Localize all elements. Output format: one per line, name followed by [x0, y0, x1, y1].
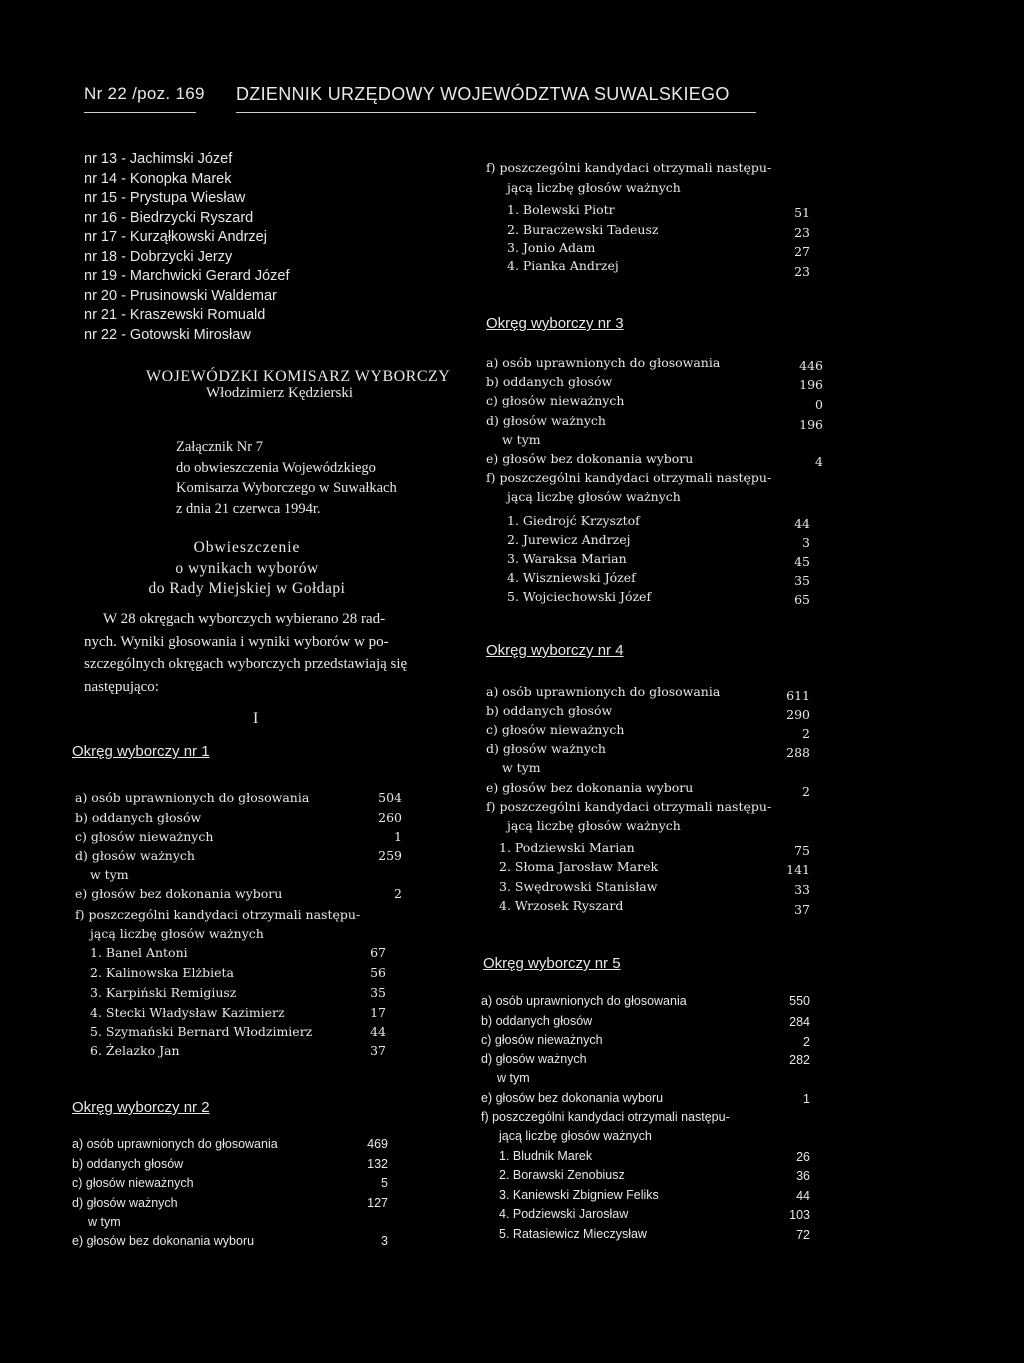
stat-row: a) osób uprawnionych do głosowania — [486, 355, 721, 370]
candidate-row: 4. Wiszniewski Józef — [507, 570, 636, 585]
candidate-row: 1. Giedrojć Krzysztof — [507, 513, 640, 528]
stat-row: b) oddanych głosów — [486, 703, 613, 718]
candidate-row: 3. Swędrowski Stanisław — [499, 879, 658, 894]
list-item: nr 16 - Biedrzycki Ryszard — [84, 209, 254, 226]
candidate-votes: 45 — [794, 554, 810, 569]
stat-row: d) głosów ważnych — [72, 1196, 178, 1210]
candidate-votes: 72 — [796, 1228, 810, 1242]
notice-line: Obwieszczenie — [193, 539, 301, 556]
candidate-votes: 103 — [789, 1208, 810, 1222]
stat-value: 550 — [789, 994, 810, 1008]
journal-title: DZIENNIK URZĘDOWY WOJEWÓDZTWA SUWALSKIEGO — [236, 84, 730, 104]
stat-row: c) głosów nieważnych — [72, 1176, 194, 1190]
candidate-row: 4. Stecki Władysław Kazimierz — [90, 1005, 285, 1020]
candidate-row: 3. Waraksa Marian — [507, 551, 627, 566]
stat-value: 2 — [803, 1035, 810, 1049]
stat-row: e) głosów bez dokonania wyboru — [72, 1234, 255, 1248]
stat-value: 2 — [394, 886, 402, 901]
stat-value: 282 — [789, 1053, 810, 1067]
intro-paragraph — [84, 608, 407, 698]
stat-row: f) poszczególni kandydaci otrzymali następu- — [486, 160, 772, 175]
list-item: nr 13 - Jachimski Józef — [84, 151, 233, 167]
candidate-row: 1. Podziewski Marian — [499, 840, 635, 855]
stat-value: 284 — [789, 1015, 810, 1029]
stat-row: e) głosów bez dokonania wyboru — [75, 886, 283, 901]
candidate-row: 5. Wojciechowski Józef — [507, 589, 652, 604]
stat-row: jącą liczbę głosów ważnych — [90, 926, 264, 941]
attachment-note — [176, 437, 397, 519]
page-reference: Nr 22 /poz. 169 — [84, 84, 205, 103]
candidate-votes: 65 — [794, 592, 810, 607]
stat-value: 2 — [802, 784, 810, 799]
commissioner-title: WOJEWÓDZKI KOMISARZ WYBORCZY — [146, 368, 451, 385]
stat-row: d) głosów ważnych — [486, 413, 606, 428]
list-item: nr 15 - Prystupa Wiesław — [84, 190, 246, 206]
candidate-row: 5. Ratasiewicz Mieczysław — [499, 1227, 647, 1241]
candidate-votes: 44 — [794, 516, 810, 531]
candidate-row: 2. Buraczewski Tadeusz — [507, 222, 659, 237]
stat-row: w tym — [90, 867, 129, 882]
attachment-line: Załącznik Nr 7 — [176, 439, 263, 455]
attachment-line: Komisarza Wyborczego w Suwałkach — [176, 480, 397, 496]
candidate-votes: 67 — [370, 945, 386, 960]
stat-row: f) poszczególni kandydaci otrzymali następu- — [481, 1110, 730, 1124]
stat-value: 259 — [378, 848, 402, 863]
candidate-votes: 35 — [794, 573, 810, 588]
list-item: nr 18 - Dobrzycki Jerzy — [84, 248, 233, 265]
intro-line: W 28 okręgach wyborczych wybierano 28 rad- — [103, 611, 386, 627]
candidate-votes: 36 — [796, 1169, 810, 1183]
intro-line: następująco: — [84, 678, 159, 695]
stat-row: e) głosów bez dokonania wyboru — [486, 780, 694, 795]
candidate-votes: 141 — [786, 862, 810, 877]
commissioner-name: Włodzimierz Kędzierski — [206, 385, 354, 401]
stat-row: c) głosów nieważnych — [486, 722, 625, 737]
stat-row: w tym — [88, 1215, 121, 1229]
notice-heading — [0, 538, 440, 600]
stat-value: 504 — [378, 790, 402, 805]
section-roman-numeral: I — [253, 710, 259, 727]
stat-row: c) głosów nieważnych — [486, 393, 625, 408]
candidate-row: 2. Kalinowska Elżbieta — [90, 965, 234, 980]
candidate-votes: 35 — [370, 985, 386, 1000]
header-rule — [84, 112, 196, 113]
candidate-row: 3. Kaniewski Zbigniew Feliks — [499, 1188, 659, 1202]
stat-value: 196 — [799, 417, 823, 432]
list-item: nr 19 - Marchwicki Gerard Józef — [84, 268, 290, 284]
stat-row: jącą liczbę głosów ważnych — [507, 489, 681, 504]
stat-value: 611 — [786, 688, 810, 703]
candidate-votes: 33 — [794, 882, 810, 897]
candidate-votes: 37 — [370, 1043, 386, 1058]
stat-row: f) poszczególni kandydaci otrzymali następu- — [486, 799, 772, 814]
candidate-row: 6. Żelazko Jan — [90, 1043, 180, 1058]
district-5-title: Okręg wyborczy nr 5 — [483, 955, 621, 972]
stat-row: a) osób uprawnionych do głosowania — [72, 1137, 278, 1151]
intro-line: nych. Wyniki głosowania i wyniki wyborów w po- — [84, 633, 389, 650]
stat-row: b) oddanych głosów — [72, 1157, 184, 1171]
stat-row: b) oddanych głosów — [75, 810, 202, 825]
intro-line: szczególnych okręgach wyborczych przedstawiają się — [84, 656, 408, 672]
stat-row: b) oddanych głosów — [486, 374, 613, 389]
councillor-name-list — [84, 150, 289, 345]
stat-row: f) poszczególni kandydaci otrzymali następu- — [75, 907, 361, 922]
stat-value: 0 — [815, 397, 823, 412]
stat-row: a) osób uprawnionych do głosowania — [481, 994, 687, 1008]
stat-row: jącą liczbę głosów ważnych — [507, 180, 681, 195]
candidate-votes: 51 — [794, 205, 810, 220]
stat-value: 446 — [799, 358, 823, 373]
stat-row: d) głosów ważnych — [481, 1052, 587, 1066]
candidate-row: 2. Borawski Zenobiusz — [499, 1168, 625, 1182]
list-item: nr 20 - Prusinowski Waldemar — [84, 287, 277, 304]
candidate-votes: 27 — [794, 244, 810, 259]
attachment-line: z dnia 21 czerwca 1994r. — [176, 500, 321, 517]
notice-line: o wynikach wyborów — [175, 559, 319, 577]
candidate-votes: 17 — [370, 1005, 386, 1020]
candidate-row: 3. Jonio Adam — [507, 240, 596, 255]
stat-value: 290 — [786, 707, 810, 722]
stat-value: 196 — [799, 377, 823, 392]
candidate-votes: 56 — [370, 965, 386, 980]
list-item: nr 22 - Gotowski Mirosław — [84, 326, 251, 343]
stat-value: 127 — [367, 1196, 388, 1210]
stat-value: 3 — [381, 1234, 388, 1248]
stat-row: c) głosów nieważnych — [75, 829, 214, 844]
list-item: nr 14 - Konopka Marek — [84, 170, 232, 187]
stat-value: 469 — [367, 1137, 388, 1151]
stat-row: d) głosów ważnych — [75, 848, 195, 863]
stat-row: w tym — [502, 432, 541, 447]
stat-row: jącą liczbę głosów ważnych — [499, 1129, 652, 1143]
stat-row: f) poszczególni kandydaci otrzymali następu- — [486, 470, 772, 485]
district-1-title: Okręg wyborczy nr 1 — [72, 743, 210, 760]
stat-row: w tym — [502, 760, 541, 775]
stat-value: 1 — [803, 1092, 810, 1106]
stat-value: 260 — [378, 810, 402, 825]
candidate-row: 4. Pianka Andrzej — [507, 258, 619, 273]
stat-value: 4 — [815, 454, 823, 469]
stat-row: a) osób uprawnionych do głosowania — [486, 684, 721, 699]
district-3-title: Okręg wyborczy nr 3 — [486, 315, 624, 332]
stat-row: w tym — [497, 1071, 530, 1085]
stat-row: a) osób uprawnionych do głosowania — [75, 790, 310, 805]
attachment-line: do obwieszczenia Wojewódzkiego — [176, 459, 376, 476]
list-item: nr 21 - Kraszewski Romuald — [84, 307, 266, 323]
stat-row: d) głosów ważnych — [486, 741, 606, 756]
district-4-title: Okręg wyborczy nr 4 — [486, 642, 624, 659]
stat-value: 5 — [381, 1176, 388, 1190]
stat-value: 2 — [802, 726, 810, 741]
candidate-row: 1. Banel Antoni — [90, 945, 188, 960]
stat-value: 288 — [786, 745, 810, 760]
stat-row: b) oddanych głosów — [481, 1014, 593, 1028]
candidate-row: 1. Bludnik Marek — [499, 1149, 593, 1163]
stat-row: e) głosów bez dokonania wyboru — [481, 1091, 664, 1105]
candidate-votes: 23 — [794, 264, 810, 279]
candidate-votes: 3 — [802, 535, 810, 550]
candidate-row: 5. Szymański Bernard Włodzimierz — [90, 1024, 313, 1039]
candidate-votes: 44 — [370, 1024, 386, 1039]
notice-line: do Rady Miejskiej w Gołdapi — [148, 580, 346, 597]
district-2-title: Okręg wyborczy nr 2 — [72, 1099, 210, 1116]
candidate-votes: 44 — [796, 1189, 810, 1203]
candidate-votes: 37 — [794, 902, 810, 917]
candidate-votes: 23 — [794, 225, 810, 240]
stat-row: c) głosów nieważnych — [481, 1033, 603, 1047]
stat-row: jącą liczbę głosów ważnych — [507, 818, 681, 833]
candidate-votes: 26 — [796, 1150, 810, 1164]
candidate-row: 4. Podziewski Jarosław — [499, 1207, 629, 1221]
candidate-row: 4. Wrzosek Ryszard — [499, 898, 624, 913]
candidate-votes: 75 — [794, 843, 810, 858]
candidate-row: 3. Karpiński Remigiusz — [90, 985, 237, 1000]
stat-value: 1 — [394, 829, 402, 844]
header-rule — [236, 112, 756, 113]
candidate-row: 1. Bolewski Piotr — [507, 202, 615, 217]
candidate-row: 2. Słoma Jarosław Marek — [499, 859, 659, 874]
list-item: nr 17 - Kurząłkowski Andrzej — [84, 229, 267, 245]
stat-row: e) głosów bez dokonania wyboru — [486, 451, 694, 466]
candidate-row: 2. Jurewicz Andrzej — [507, 532, 631, 547]
stat-value: 132 — [367, 1157, 388, 1171]
